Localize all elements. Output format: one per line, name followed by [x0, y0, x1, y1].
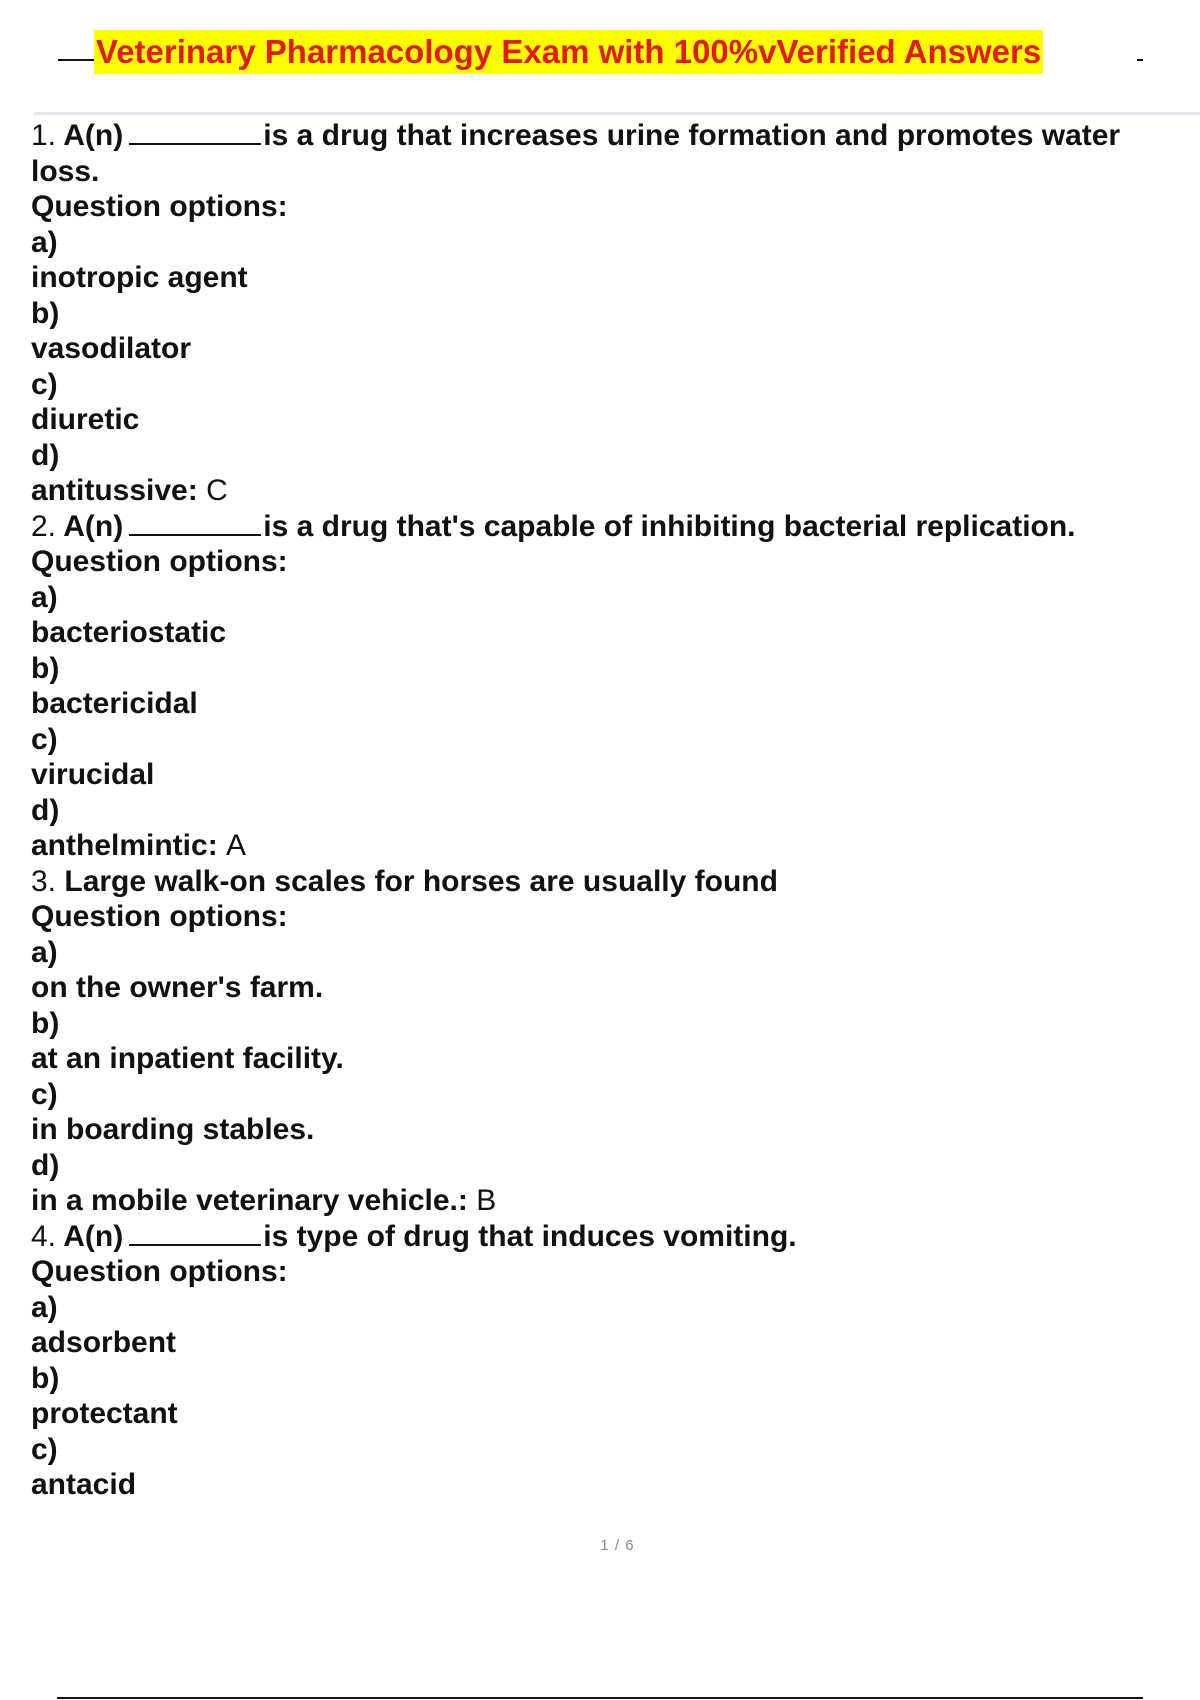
question-number: 1.	[31, 119, 57, 152]
exam-content	[31, 118, 1196, 1503]
option-text: in boarding stables.	[31, 1113, 315, 1146]
fill-in-blank	[129, 510, 261, 536]
option-with-answer	[31, 828, 1196, 864]
question-number: 3.	[31, 864, 57, 898]
question-prefix: A(n)	[63, 119, 124, 152]
title-rule-left	[58, 59, 94, 61]
title-row	[58, 30, 1143, 76]
question-2-stem	[31, 509, 1196, 545]
option-letter: a)	[31, 1290, 58, 1324]
option-text: adsorbent	[31, 1326, 177, 1359]
question-options-label: Question options:	[31, 190, 288, 223]
page-indicator: 1 / 6	[600, 1537, 635, 1554]
top-divider	[34, 112, 1200, 115]
option-letter: a)	[31, 225, 58, 259]
option-text: antitussive:	[31, 474, 198, 507]
title-rule-right	[1137, 59, 1143, 61]
question-3	[31, 864, 1196, 1219]
option-with-answer	[31, 1183, 1196, 1219]
question-options-label: Question options:	[31, 545, 288, 578]
question-text-continued: loss.	[31, 154, 100, 188]
option-letter: c)	[31, 722, 58, 756]
option-letter: a)	[31, 935, 58, 969]
answer-key: B	[476, 1184, 497, 1217]
question-number: 4.	[31, 1219, 57, 1253]
option-letter: d)	[31, 1148, 60, 1182]
question-text: is a drug that increases urine formation and promotes water	[263, 119, 1121, 152]
fill-in-blank	[129, 119, 261, 145]
option-text: virucidal	[31, 758, 155, 791]
option-letter: c)	[31, 1077, 58, 1111]
question-options-label: Question options:	[31, 1255, 288, 1288]
document-title: Veterinary Pharmacology Exam with 100%vVerified Answers	[94, 30, 1043, 74]
option-text: at an inpatient facility.	[31, 1042, 344, 1075]
question-2	[31, 509, 1196, 864]
option-text: anthelmintic:	[31, 829, 218, 862]
question-4-stem	[31, 1219, 1196, 1255]
footer-divider	[57, 1697, 1143, 1699]
question-text: Large walk-on scales for horses are usually found	[64, 864, 778, 898]
question-text: is a drug that's capable of inhibiting bacterial replication.	[263, 509, 1076, 543]
option-text: bacteriostatic	[31, 616, 227, 649]
option-letter: b)	[31, 1006, 60, 1040]
option-text: diuretic	[31, 403, 140, 436]
option-text: in a mobile veterinary vehicle.:	[31, 1184, 468, 1217]
option-text: antacid	[31, 1468, 137, 1501]
question-prefix: A(n)	[63, 509, 124, 543]
option-text: protectant	[31, 1397, 178, 1430]
option-letter: b)	[31, 1361, 60, 1395]
option-with-answer	[31, 473, 1196, 509]
question-prefix: A(n)	[63, 1219, 124, 1253]
answer-key: A	[226, 829, 247, 862]
option-text: bactericidal	[31, 687, 198, 720]
option-letter: c)	[31, 367, 58, 401]
question-4	[31, 1219, 1196, 1503]
question-1-stem	[31, 118, 1196, 154]
option-letter: d)	[31, 793, 60, 827]
option-text: inotropic agent	[31, 261, 248, 294]
question-text: is type of drug that induces vomiting.	[263, 1219, 797, 1253]
option-letter: b)	[31, 651, 60, 685]
fill-in-blank	[129, 1220, 261, 1246]
option-letter: b)	[31, 296, 60, 330]
option-text: on the owner's farm.	[31, 971, 324, 1004]
question-options-label: Question options:	[31, 900, 288, 933]
option-text: vasodilator	[31, 332, 192, 365]
answer-key: C	[206, 474, 228, 507]
question-number: 2.	[31, 509, 57, 543]
option-letter: c)	[31, 1432, 58, 1466]
option-letter: d)	[31, 438, 60, 472]
option-letter: a)	[31, 580, 58, 614]
question-3-stem	[31, 864, 1196, 900]
question-1	[31, 118, 1196, 509]
